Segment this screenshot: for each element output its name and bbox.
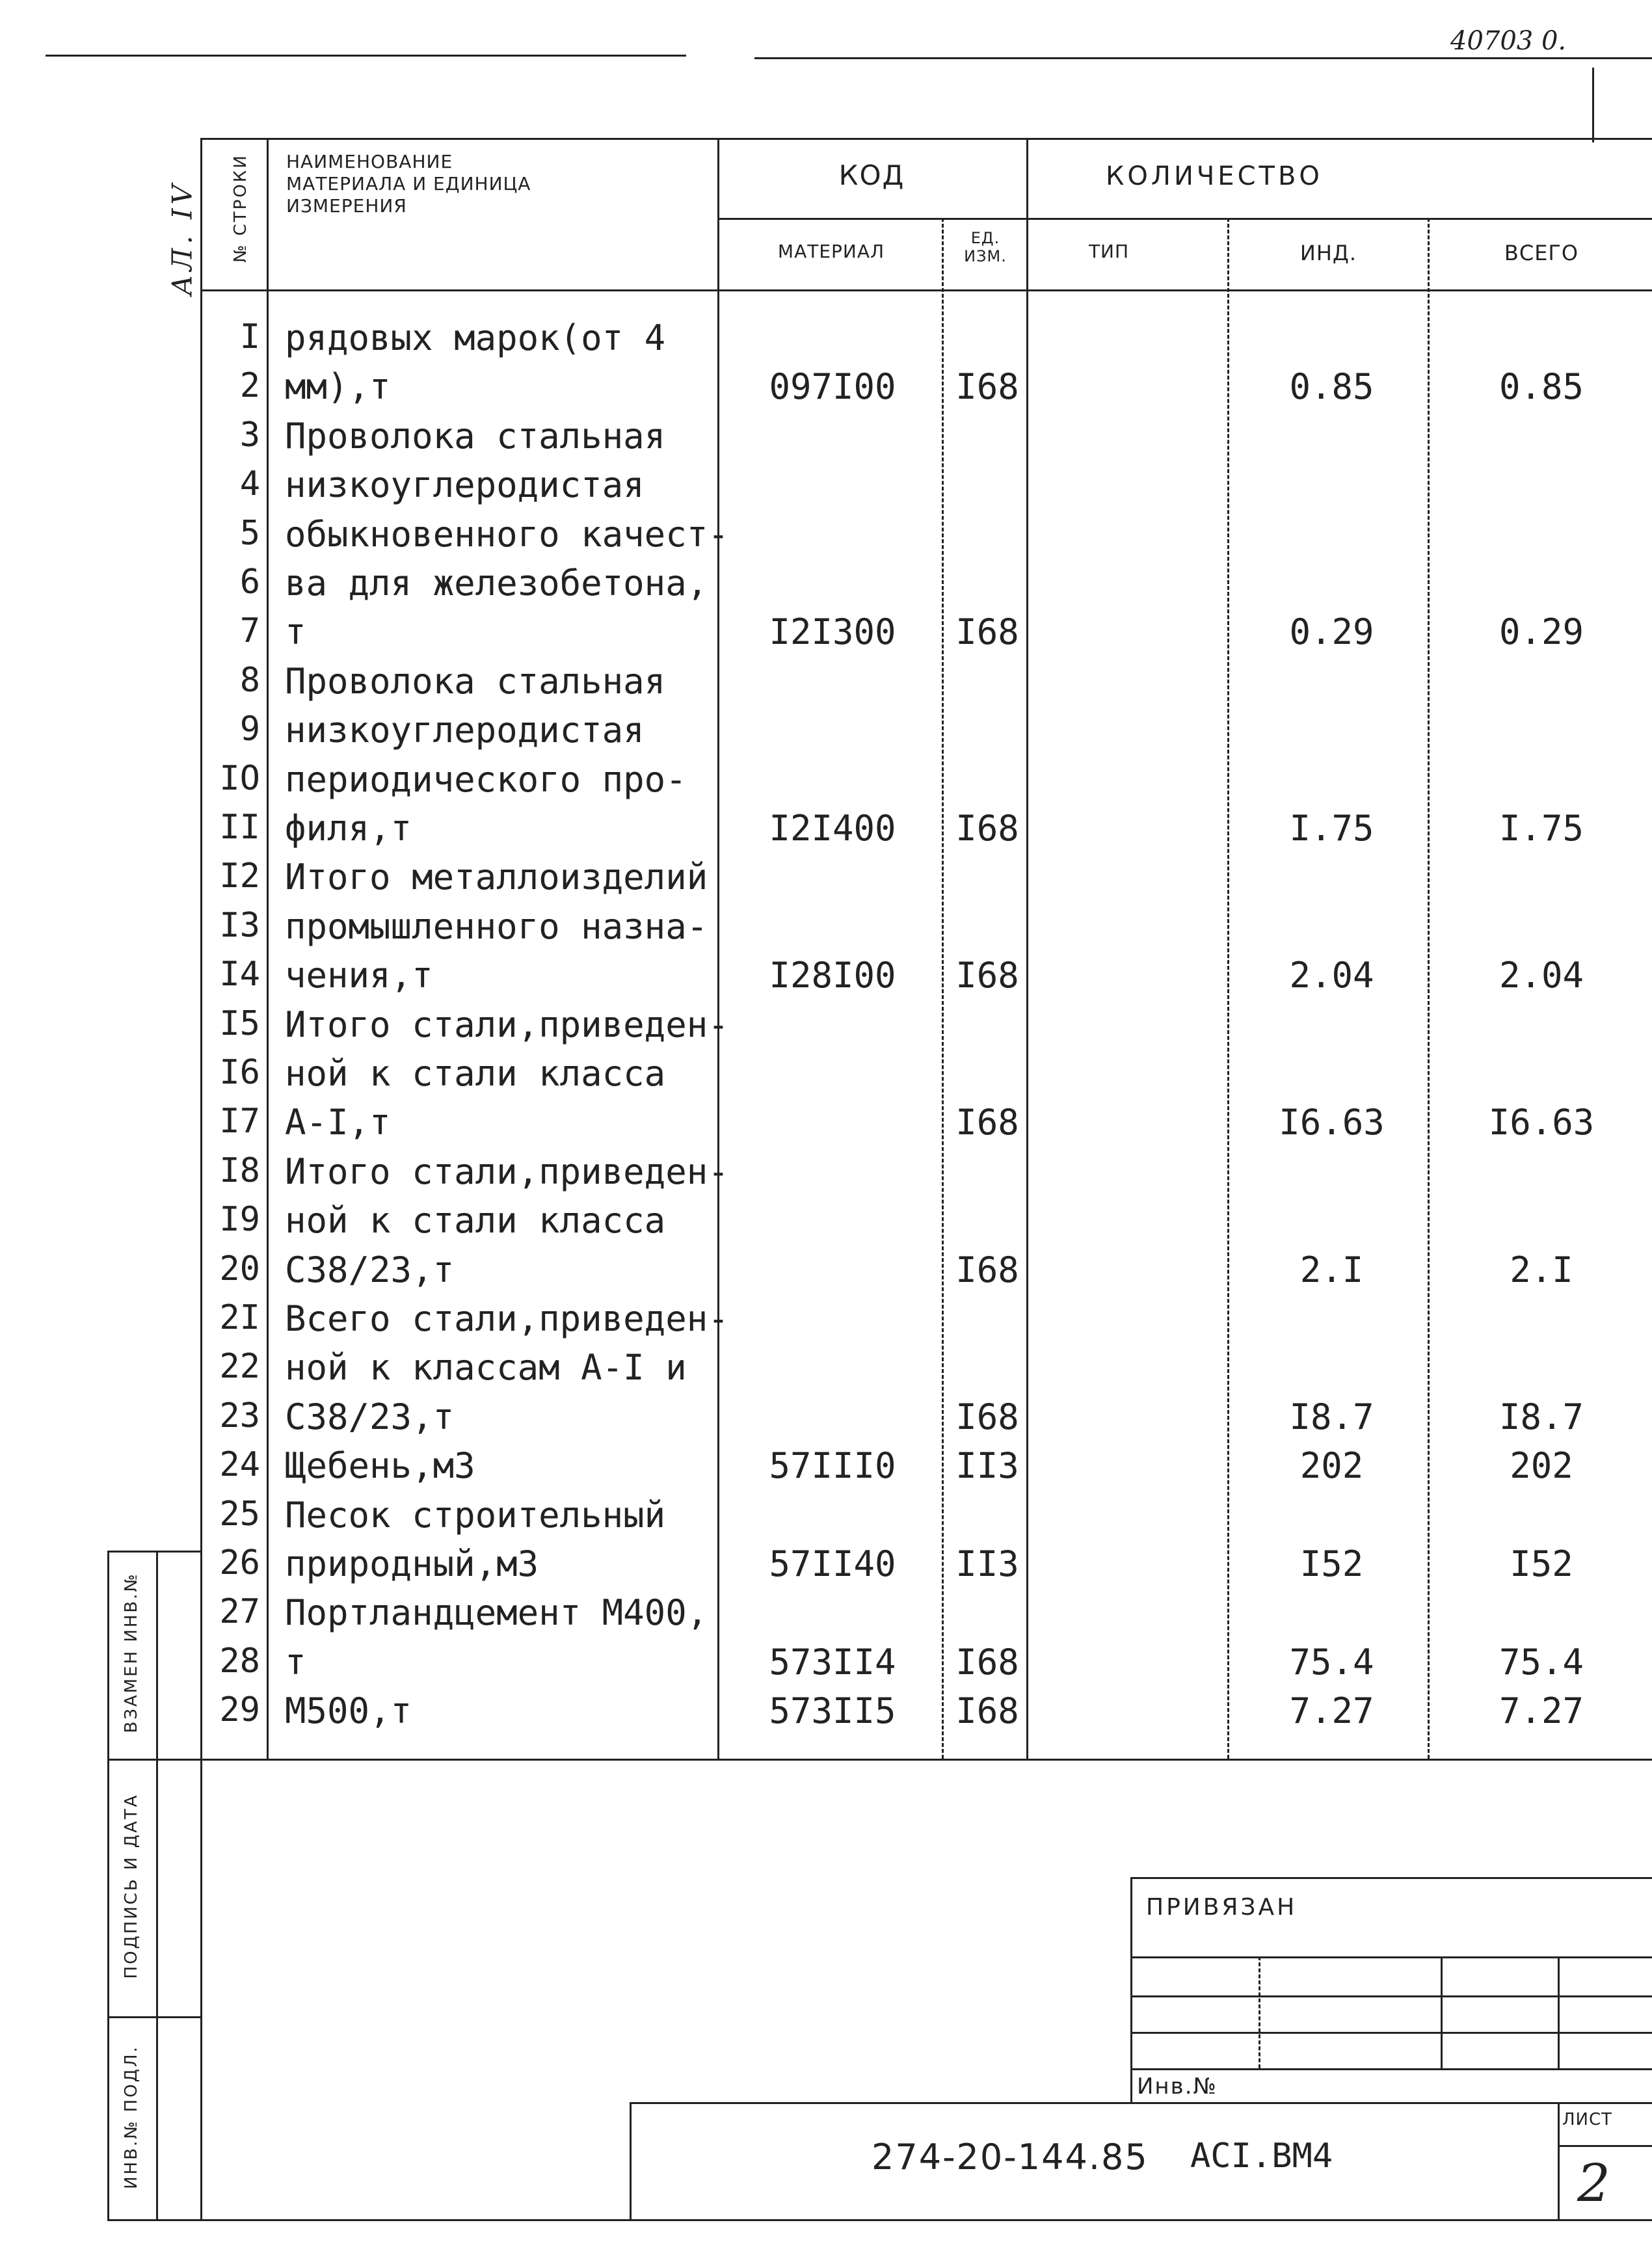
row-name: ной к стали класса	[285, 1200, 666, 1242]
row-number: II	[219, 808, 260, 847]
header-mid-line	[717, 218, 1652, 220]
stamp-sign-date: ПОДПИСЬ И ДАТА	[122, 1793, 141, 1979]
row-name: ва для железобетона,	[285, 563, 708, 604]
tb-doc-code: АСI.ВМ4	[1190, 2137, 1333, 2176]
row-code-material: 097I00	[769, 366, 896, 408]
row-code-unit: I68	[955, 808, 1019, 849]
row-number: 2I	[219, 1298, 260, 1337]
row-code-unit: I68	[955, 1396, 1019, 1437]
top-rule-left	[46, 55, 686, 57]
row-name: ной к классам А-I и	[285, 1347, 687, 1389]
row-number: 9	[239, 710, 260, 749]
row-number: I6	[219, 1053, 260, 1092]
row-number: 5	[239, 513, 260, 553]
tb-sheet-mid-line	[1558, 2145, 1652, 2147]
stamp-replace-inv: ВЗАМЕН ИНВ.№	[122, 1572, 141, 1733]
col-line-ind	[1428, 218, 1430, 1759]
row-number: 23	[219, 1396, 260, 1435]
tb-col-1	[1259, 1956, 1260, 2068]
tb-sheet-left-line	[1558, 2102, 1560, 2219]
row-number: 3	[239, 415, 260, 455]
col-line-type	[1227, 218, 1229, 1759]
row-qty-total: 75.4	[1499, 1641, 1584, 1683]
row-name: С38/23,т	[285, 1249, 455, 1290]
row-number: I5	[219, 1004, 260, 1043]
row-name: Всего стали,приведен-	[285, 1298, 729, 1339]
row-code-material: I28I00	[769, 955, 896, 996]
tb-sheet-no: 2	[1577, 2153, 1610, 2213]
row-number: 6	[239, 563, 260, 602]
stamp-line-2	[107, 2016, 200, 2018]
row-name: Проволока стальная	[285, 660, 666, 702]
row-qty-total: 2.04	[1499, 955, 1584, 996]
stamp-top-line	[107, 1551, 200, 1553]
row-number: 20	[219, 1249, 260, 1288]
header-name-line1: НАИМЕНОВАНИЕ	[286, 151, 453, 172]
tb-line-2	[1130, 1995, 1652, 1997]
row-code-unit: I68	[955, 366, 1019, 408]
row-code-unit: I68	[955, 1249, 1019, 1290]
tb-line-3	[1130, 2032, 1652, 2034]
row-code-material: 573II4	[769, 1641, 896, 1683]
row-number: I	[239, 317, 260, 356]
row-qty-ind: 2.I	[1299, 1249, 1364, 1290]
row-name: чения,т	[285, 955, 433, 996]
row-qty-ind: I8.7	[1289, 1396, 1374, 1437]
row-number: 7	[239, 611, 260, 651]
top-rule-right	[754, 57, 1652, 59]
tb-line-1	[1130, 1956, 1652, 1958]
row-qty-ind: I6.63	[1279, 1102, 1385, 1143]
row-name: т	[285, 611, 306, 653]
tb-col-3	[1558, 1956, 1560, 2068]
row-number: I7	[219, 1102, 260, 1141]
row-number: 2	[239, 366, 260, 406]
header-code-unit-line1: ЕД.	[970, 229, 1000, 247]
row-name: А-I,т	[285, 1102, 391, 1143]
row-name: рядовых марок(от 4	[285, 317, 666, 358]
header-name-line3: ИЗМЕРЕНИЯ	[286, 195, 407, 217]
header-code: КОД	[838, 159, 905, 191]
tb-doc-number: 274-20-144.85	[872, 2137, 1149, 2178]
row-name: низкоуглеродистая	[285, 464, 645, 506]
row-code-material: I2I300	[769, 611, 896, 653]
frame-left-line	[200, 138, 202, 2219]
row-code-material: 57III0	[769, 1445, 896, 1487]
page-bottom-line	[107, 2219, 1652, 2221]
row-number: 27	[219, 1592, 260, 1632]
row-qty-total: 7.27	[1499, 1690, 1584, 1732]
table-bottom-line	[200, 1759, 1652, 1761]
row-number: I2	[219, 857, 260, 896]
row-number: IO	[219, 758, 260, 798]
row-qty-ind: I.75	[1289, 808, 1374, 849]
row-number: 28	[219, 1641, 260, 1681]
row-number: 29	[219, 1690, 260, 1730]
row-name: Портландцемент М400,	[285, 1592, 708, 1634]
row-name: периодического про-	[285, 758, 687, 800]
row-qty-total: 202	[1510, 1445, 1573, 1487]
row-qty-ind: 75.4	[1289, 1641, 1374, 1683]
row-number: 4	[239, 464, 260, 504]
row-code-material: 57II40	[769, 1543, 896, 1584]
row-name: Итого стали,приведен-	[285, 1151, 729, 1192]
row-code-material: 573II5	[769, 1690, 896, 1732]
row-code-unit: II3	[955, 1445, 1019, 1487]
tb-inv-no: Инв.№	[1137, 2073, 1218, 2099]
row-number: I3	[219, 905, 260, 945]
corner-mark: 40703 0.	[1450, 26, 1567, 56]
row-number: 25	[219, 1494, 260, 1534]
row-number: 8	[239, 660, 260, 700]
stamp-line-1	[107, 1759, 200, 1761]
row-number: 24	[219, 1445, 260, 1485]
row-name: филя,т	[285, 808, 412, 849]
row-name: М500,т	[285, 1690, 412, 1732]
row-name: обыкновенного качест-	[285, 513, 729, 555]
row-name: природный,м3	[285, 1543, 539, 1584]
row-qty-ind: 0.85	[1289, 366, 1374, 408]
row-qty-total: 0.85	[1499, 366, 1584, 408]
row-qty-total: I.75	[1499, 808, 1584, 849]
col-line-name	[717, 138, 719, 1759]
col-line-unit	[1026, 138, 1028, 1759]
row-number: 22	[219, 1347, 260, 1387]
row-name: Щебень,м3	[285, 1445, 475, 1487]
row-name: Итого металлоизделий	[285, 857, 708, 898]
row-qty-ind: 0.29	[1289, 611, 1374, 653]
tb-line-4	[1130, 2068, 1652, 2070]
row-code-unit: I68	[955, 1641, 1019, 1683]
row-qty-total: I6.63	[1488, 1102, 1595, 1143]
stamp-left-line	[107, 1551, 109, 2219]
row-number: I9	[219, 1200, 260, 1240]
row-name: промышленного назна-	[285, 905, 708, 947]
header-code-unit	[944, 229, 1026, 265]
row-qty-ind: 2.04	[1289, 955, 1374, 996]
col-line-code-material	[942, 218, 944, 1759]
header-bottom-line	[200, 289, 1652, 291]
row-code-material: I2I400	[769, 808, 896, 849]
row-number: 26	[219, 1543, 260, 1582]
album-label: АЛ. IV	[166, 181, 198, 296]
header-code-material: МАТЕРИАЛ	[777, 241, 885, 262]
row-name: Песок строительный	[285, 1494, 666, 1536]
row-qty-ind: I52	[1299, 1543, 1364, 1584]
stamp-inv-orig: ИНВ.№ ПОДЛ.	[122, 2045, 141, 2189]
row-qty-total: I8.7	[1499, 1396, 1584, 1437]
tb-col-2	[1441, 1956, 1443, 2068]
row-name: С38/23,т	[285, 1396, 455, 1437]
row-qty-total: I52	[1510, 1543, 1573, 1584]
row-code-unit: I68	[955, 1102, 1019, 1143]
row-name: т	[285, 1641, 306, 1683]
tb-main-top-line	[630, 2102, 1652, 2104]
row-qty-ind: 7.27	[1289, 1690, 1374, 1732]
row-code-unit: I68	[955, 1690, 1019, 1732]
row-name: Итого стали,приведен-	[285, 1004, 729, 1045]
col-line-rownum	[267, 138, 269, 1759]
row-name: Проволока стальная	[285, 415, 666, 457]
header-name	[286, 151, 531, 217]
row-name: низкоуглеродистая	[285, 710, 645, 751]
row-number: I4	[219, 955, 260, 994]
row-qty-total: 0.29	[1499, 611, 1584, 653]
header-name-line2: МАТЕРИАЛА И ЕДИНИЦА	[286, 173, 531, 194]
tb-top-line	[1130, 1877, 1652, 1879]
row-code-unit: II3	[955, 1543, 1019, 1584]
tb-attached: ПРИВЯЗАН	[1146, 1894, 1298, 1921]
row-code-unit: I68	[955, 955, 1019, 996]
tb-sheet-label: ЛИСТ	[1562, 2110, 1613, 2129]
tb-main-left-line	[630, 2102, 632, 2219]
row-code-unit: I68	[955, 611, 1019, 653]
header-code-unit-line2: ИЗМ.	[964, 247, 1007, 265]
row-number: I8	[219, 1151, 260, 1190]
stamp-inner-line	[156, 1551, 158, 2219]
header-quantity: КОЛИЧЕСТВО	[1106, 161, 1323, 191]
table-top-line	[200, 138, 1652, 140]
corner-tick	[1592, 68, 1594, 142]
row-name: ной к стали класса	[285, 1053, 666, 1094]
header-qty-type: ТИП	[1088, 241, 1130, 262]
header-qty-total: ВСЕГО	[1504, 241, 1579, 265]
header-qty-ind: ИНД.	[1299, 241, 1357, 265]
row-qty-total: 2.I	[1510, 1249, 1573, 1290]
row-qty-ind: 202	[1299, 1445, 1364, 1487]
header-row-no: № СТРОКИ	[231, 153, 250, 263]
row-name: мм),т	[285, 366, 391, 408]
